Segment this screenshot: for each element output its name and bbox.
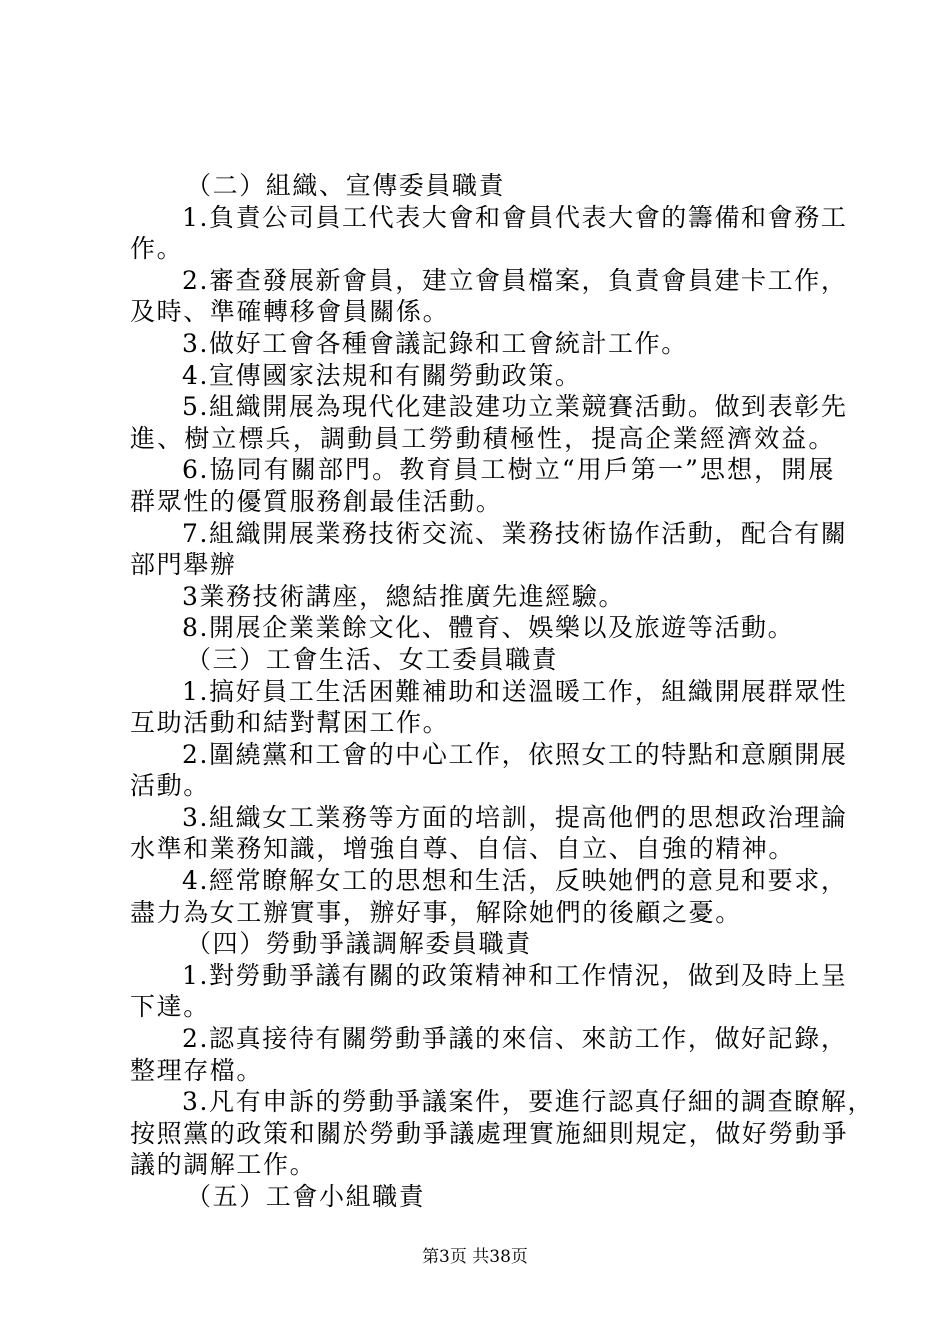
section-heading: （二）組織、宣傳委員職責	[186, 171, 506, 200]
paragraph-line: 整理存檔。	[130, 1055, 264, 1085]
paragraph-line: 1.搞好員工生活困難補助和送溫暖工作，組織開展群眾性	[182, 676, 848, 706]
paragraph-line: 及時、準確轉移會員關係。	[130, 297, 450, 327]
paragraph-line: 下達。	[130, 992, 210, 1022]
paragraph-line: 5.組織開展為現代化建設建功立業競賽活動。做到表彰先	[182, 392, 848, 422]
paragraph-line: 3.做好工會各種會議記錄和工會統計工作。	[182, 328, 688, 358]
paragraph-line: 1.對勞動爭議有關的政策精神和工作情況，做到及時上呈	[182, 960, 848, 990]
section-heading: （三）工會生活、女工委員職責	[186, 644, 559, 674]
paragraph-line: 1.負責公司員工代表大會和會員代表大會的籌備和會務工	[182, 202, 848, 232]
paragraph-line: 作。	[130, 234, 184, 264]
paragraph-line: 3.組織女工業務等方面的培訓，提高他們的思想政治理論	[182, 802, 848, 832]
paragraph-line: 議的調解工作。	[130, 1150, 317, 1180]
paragraph-line: 6.協同有關部門。教育員工樹立“用戶第一”思想，開展	[182, 455, 835, 485]
paragraph-line: 4.宣傳國家法規和有關勞動政策。	[182, 360, 582, 390]
paragraph-line: 3業務技術講座，總結推廣先進經驗。	[182, 581, 626, 611]
section-heading: （四）勞動爭議調解委員職責	[186, 929, 532, 959]
paragraph-line: 部門舉辦	[130, 550, 237, 580]
paragraph-line: 8.開展企業業餘文化、體育、娛樂以及旅遊等活動。	[182, 613, 795, 643]
page-footer: 第3页 共38页	[422, 1247, 528, 1267]
paragraph-line: 2.認真接待有關勞動爭議的來信、來訪工作，做好記錄，	[182, 1024, 848, 1054]
paragraph-line: 3.凡有申訴的勞動爭議案件，要進行認真仔細的調查瞭解，	[182, 1087, 875, 1117]
document-body	[130, 170, 875, 1213]
paragraph-line: 群眾性的優質服務創最佳活動。	[130, 486, 503, 516]
paragraph-line: 2.審查發展新會員，建立會員檔案，負責會員建卡工作，	[182, 265, 848, 295]
paragraph-line: 按照黨的政策和關於勞動爭議處理實施細則規定，做好勞動爭	[130, 1118, 849, 1148]
paragraph-line: 2.圍繞黨和工會的中心工作，依照女工的特點和意願開展	[182, 739, 848, 769]
paragraph-line: 7.組織開展業務技術交流、業務技術協作活動，配合有關	[182, 518, 848, 548]
paragraph-line: 互助活動和結對幫困工作。	[130, 708, 450, 738]
paragraph-line: 盡力為女工辦實事，辦好事，解除她們的後顧之憂。	[130, 897, 742, 927]
section-heading: （五）工會小組職責	[186, 1182, 426, 1211]
paragraph-line: 活動。	[130, 771, 210, 801]
paragraph-line: 進、樹立標兵，調動員工勞動積極性，提高企業經濟效益。	[130, 423, 835, 453]
paragraph-line: 4.經常瞭解女工的思想和生活，反映她們的意見和要求，	[182, 866, 848, 896]
paragraph-line: 水準和業務知識，增強自尊、自信、自立、自強的精神。	[130, 834, 796, 864]
